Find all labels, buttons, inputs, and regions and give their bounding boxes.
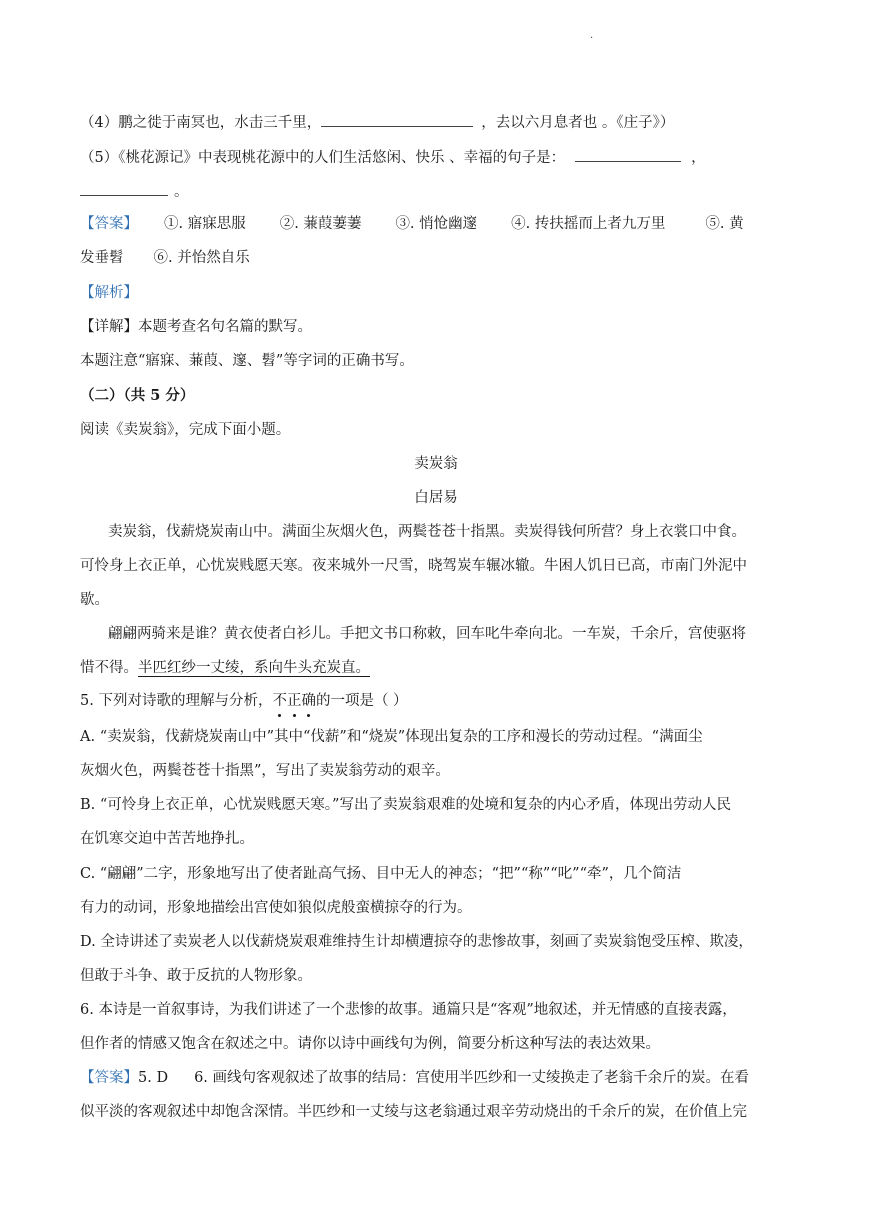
poem-p2-plain: 惜不得。 [80,660,138,676]
poem-p2-line-1: 翩翩两骑来是谁？黄衣使者白衫儿。手把文书口称敕，回车叱牛牵向北。一车炭，千余斤，宫使驱将 [108,626,746,642]
detail-text: 【详解】本题考查名句名篇的默写。 [80,319,312,335]
question-6-line-2: 但作者的情感又饱含在叙述之中。请你以诗中画线句为例，简要分析这种写法的表达效果。 [80,1036,660,1052]
q5-blank-2[interactable] [80,181,168,196]
option-d-line-1: D. 全诗讲述了卖炭老人以伐薪烧炭艰难维持生计却横遭掠夺的悲惨故事，刻画了卖炭翁饱受压榨、欺凌， [80,934,753,950]
option-c-line-2: 有力的动词，形象地描绘出宫使如狼似虎般蛮横掠夺的行为。 [80,900,472,916]
answer-item-2: ②. 蒹葭萋萋 [279,216,362,232]
poem-p2-line-2 [80,658,792,678]
answer-2-label: 【答案】 [80,1070,138,1086]
q5-blank-1[interactable] [575,147,681,162]
note-text: 本题注意“寤寐、蒹葭、邃、髫”等字词的正确书写。 [80,353,414,369]
q4-text-before: （4）鹏之徙于南冥也，水击三千里， [80,115,322,131]
analysis-label: 【解析】 [80,285,138,301]
poem-p1-line-3: 歇。 [80,592,109,608]
emphasis-char: 确 [301,693,316,709]
q5-stem-before: 5. 下列对诗歌的理解与分析， [80,693,273,709]
underlined-verse: 半匹红纱一丈绫，系向牛头充炭直。 [138,660,370,676]
question-5-line [80,147,792,168]
poem-title: 卖炭翁 [414,456,458,472]
section-2-heading: （二）（共 5 分） [80,387,195,404]
answer-5: 5. D [138,1070,169,1086]
q5-stem-emphasis [272,693,316,709]
q5-end: 。 [174,184,189,200]
option-b-line-1: B. “可怜身上衣正单，心忧炭贱愿天寒。”写出了卖炭翁艰难的处境和复杂的内心矛盾，体现出劳动人民 [80,797,731,813]
reading-intro: 阅读《卖炭翁》，完成下面小题。 [80,422,291,438]
answer-2-line-2: 似平淡的客观叙述中却饱含深情。半匹纱和一丈绫与这老翁通过艰辛劳动烧出的千余斤的炭，在价值上完 [80,1104,747,1120]
option-c-line-1: C. “翩翩”二字，形象地写出了使者趾高气扬、目中无人的神态；“把”“称”“叱”“牵”，几个简洁 [80,866,682,882]
answer-item-3: ③. 悄怆幽邃 [395,216,478,232]
q5-text-before: （5）《桃花源记》中表现桃花源中的人们生活悠闲、快乐 、幸福的句子是： [80,150,566,166]
option-b-line-2: 在饥寒交迫中苦苦地挣扎。 [80,831,254,847]
answer-label: 【答案】 [80,216,138,232]
poem-p1-line-1: 卖炭翁，伐薪烧炭南山中。满面尘灰烟火色，两鬓苍苍十指黑。卖炭得钱何所营？身上衣裳口中食。 [108,524,746,540]
answer-item-4: ④. 抟扶摇而上者九万里 [511,216,666,232]
question-4-line [80,112,792,133]
emphasis-char: 不 [272,693,287,709]
question-5-line-2 [80,181,792,202]
answer-6-line-1: 6. 画线句客观叙述了故事的结局：宫使用半匹纱和一丈绫换走了老翁千余斤的炭。在看 [194,1070,750,1086]
question-5-stem [80,691,792,711]
answer-item-1: ①. 寤寐思服 [164,216,246,232]
poem-author: 白居易 [414,490,458,506]
answer-2-line-1 [80,1068,792,1088]
q5-separator: ， [691,150,706,166]
question-6-line-1: 6. 本诗是一首叙事诗，为我们讲述了一个悲惨的故事。通篇只是“客观”地叙述，并无情感的直接表露， [80,1002,737,1018]
poem-p1-line-2: 可怜身上衣正单，心忧炭贱愿天寒。夜来城外一尺雪，晓驾炭车辗冰辙。牛困人饥日已高，市南门外泥中 [80,558,747,574]
emphasis-char: 正 [286,693,302,709]
answer-item-5: ⑤. 黄 [705,216,744,232]
q5-stem-after: 的一项是（ ） [315,693,408,709]
option-d-line-2: 但敢于斗争、敢于反抗的人物形象。 [80,968,312,984]
option-a-line-1: A. “卖炭翁，伐薪烧炭南山中”其中“伐薪”和“烧炭”体现出复杂的工序和漫长的劳动过程。“满面尘 [80,729,703,745]
answer-1-line-2 [80,248,792,268]
header-dot: . [590,30,594,41]
answer-item-6: ⑥. 并怡然自乐 [153,250,250,266]
option-a-line-2: 灰烟火色，两鬓苍苍十指黑”，写出了卖炭翁劳动的艰辛。 [80,763,450,779]
q4-blank[interactable] [321,112,473,127]
answer-1-line [80,214,792,234]
answer-item-5-cont: 发垂髫 [80,250,124,266]
q4-text-after: ，去以六月息者也 。《庄子》） [481,115,675,131]
